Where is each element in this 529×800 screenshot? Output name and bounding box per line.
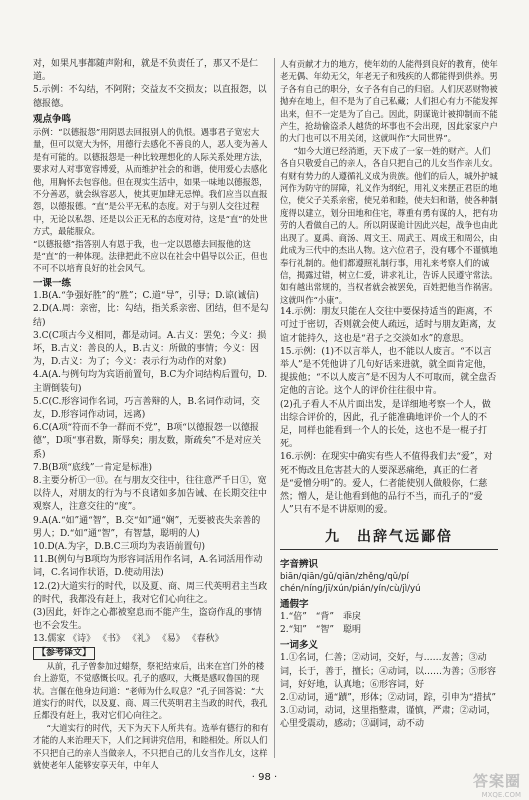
text-paragraph: 9.A(A.“如”通“智”，B.交“如”通“娴”，无要被丧失亲善的男人；D.“如”通“智”，有智慧，聪明的人)	[33, 515, 261, 539]
text-paragraph: 5.示例：不勾结，不阿附；交益友不交损友；以直报怨，以德报德。	[33, 85, 267, 109]
section-heading: 通假字	[280, 598, 309, 610]
lesson-title-text: 九 出辞气远鄙倍	[325, 529, 453, 546]
text-paragraph: 2.D(A.周：亲密，比：勾结，指关系亲密、团结，但不是勾结)	[33, 304, 269, 328]
watermark-url: MXQE.COM	[481, 791, 521, 799]
right-column	[280, 58, 498, 732]
text-paragraph: 8.主要分析①一⑪。在与朋友交往中，往往意严千日①，宽以待人，对朋友的行为与不良诸如多加告诫、在长期交往中观察人，注意交往的“度”。	[33, 475, 268, 513]
text-paragraph: 2.①动词，通“蹟”，形体；②动词，踪，引申为“措拭”	[280, 693, 496, 704]
section-heading: 一课一练	[33, 277, 72, 289]
text-paragraph: 从前，孔子曾参加过蜡祭，祭祀结束后，出来在宫门外的楼台上游览，不觉感慨长叹。孔子的感叹，大概是感叹鲁国的现状。言偃在他身边问道：“老师为什么叹息？”孔子回答说：“大道实行的时代，以及夏、商、周三代英明君主当政的时代，我孔丘都没有赶上，我对它们心向往之。	[33, 660, 268, 721]
text-paragraph: 15.示例：(1)不以言举人，也不能以人废言。“不以言举人”是不凭他讲了几句好话来进就，就全面肯定他，提拔他；“不以人废言”是不因为人不可取而，就全盘否定他的言论。这个人的评价往往很中肯。	[280, 346, 497, 397]
watermark-logo	[473, 770, 521, 799]
column-divider	[274, 58, 275, 758]
section-heading: 一词多义	[280, 640, 319, 652]
text-paragraph: 1.B(A.“争强好胜”的“胜”；C.道“导”，引导；D.谅(诚信)	[33, 291, 259, 302]
text-paragraph: 11.B(例句与B项均为形容词活用作名词，A.名词活用作动词，C.名词作状语，D.使动用法)	[33, 555, 263, 579]
title-rule	[280, 549, 498, 550]
text-paragraph: “如今大道已经消逝，天下成了一家一姓的财产。人们各自只敬爱自己的亲人，各自只把自己的儿女当作亲儿女。有财有势力的人遵循礼义成为贵族。他们的后人，城外护城河作为防守的屏障，礼义作为纲纪，用礼义来摆正君臣的地位，使父子关系亲密，使兄弟和睦，使夫妇和谐，使各种制度得以建立，划分田地和住宅，尊重有勇有谋的人，把有功劳的人看做自己的人。所以阴谋诡计因此兴起，战争也由此出现了。夏禹、商汤、周文王、周武王、周成王和周公，由此成为三代中的杰出人物。这六位君子，没有哪个不谨慎地奉行礼制的。他们都遵照礼制行事，用礼来考察人们的诚信，揭露过错，树立仁爱，讲求礼让，告诉人民遵守常法。如有越出常规的，当权者就会被罢免，百姓把他当作祸害。这就叫作“小康”。	[280, 145, 498, 305]
section-heading: 观点争鸣	[33, 113, 72, 125]
text-paragraph: 7.B(B项“底线”一肯定是标准)	[33, 462, 153, 473]
text-paragraph: “大道实行的时代，天下为天下人所共有。选举有德行的和有才能的人来治理天下，人们之间讲究信用，和睦相处。所以人们不只把自己的亲人当做亲人，不只把自己的儿女当作儿女，这样就使老年人能够安享天年，中年人	[33, 722, 269, 771]
lesson-title	[280, 531, 498, 549]
text-paragraph: (3)因此，奸诈之心都被窒息而不能产生，盗窃作乱的事情也不会发生。	[33, 607, 262, 632]
section-heading: 字音辨识	[280, 558, 319, 570]
text-paragraph: 3.①动词，动词，这里指整肃，谨慎，严肃；②动词，心里受震动，感动；③副词，动不动	[280, 706, 496, 730]
text-paragraph: 1.“倍” “背” 乖戾	[280, 611, 361, 622]
text-paragraph: 3.C(C项古今义相同，都是动词。A.古义：罢免；今义：损坏，B.古义：善良的人，B.古义：所做的事情；今义：因为，D.古义：为了；今义：表示行为动作的对象)	[33, 330, 267, 368]
text-paragraph: 10.D(A.为字，D.B.C三项均为表语前置句)	[33, 541, 206, 552]
pinyin-line: biān/qiān/gǔ/qiān/zhěng/qǔ/pí chén/níng/jī/xún/pián/yín/cù/jì/yú	[280, 571, 421, 595]
reference-translation-label: 【参考译文】	[33, 647, 95, 660]
text-paragraph: 14.示例：朋友只能在人交往中要保持适当的距离，不可过于密切，否则就会使人疏远，适时与朋友距离，友谊才能持久，这也是“君子之交淡如水”的意思。	[280, 307, 497, 344]
text-paragraph: “以德报德”指答别人有恩于我，也一定以恩德去回报他的这是“直”的一种体现。法律把此不应以在社会中倡导以公正，但也不可不以培育良好的社会风气。	[33, 238, 268, 274]
left-column	[33, 58, 269, 771]
text-paragraph: (2)孔子看人不从片面出发，是详细地考察一个人，做出综合评价的，因此，孔子能准确地评价一个人的不足，同样也能看到一个人的长处，这也不是一棍子打死。	[280, 399, 491, 450]
text-paragraph: 16.示例：在现实中确实有些人不值得我们去“爱”，对死不悔改且危害甚大的人要深恶痛绝，真正的仁者是“爱憎分明”的。爱人，仁者能使别人做般你，仁慈然；憎人，是让他看到他的品行不当，而孔子的“爱人”只有不是不讲原则的爱。	[280, 452, 493, 516]
text-paragraph: 4.A(A.与例句均为宾语前置句，B.C为介词结构后置句，D.主谓倒装句)	[33, 370, 268, 394]
text-paragraph: 示例：“以德报怨”用阴恩去回报别人的仇恨。遇事君子宽宏大量，但可以宽大为怀，用德行去感化不善良的人，恶人变为善人是有可能的。以德报怨是一种比较理想化的人际关系处理方法，要求对人对事宽容博爱，从而维护社会的和谐，使用爱心去感化他，用胸怀去包容他。但在现实生活中，如果一味地以德报怨，不分善恶，就会纵容恶人，使其更加肆无忌惮。我们应当以直报怨，以德报德。“直”是公平无私的态度。对于与别人交往过程中，无论以私怨、还是以公正无私的态度对待，这是“直”的处世方式，最能服众。	[33, 127, 268, 237]
text-paragraph: 5.C(C.形容词作名词，巧言善辩的人，B.名词作动词，交友，D.形容词作动词，远离)	[33, 396, 260, 420]
text-paragraph: 1.①名词，仁善；②动词，交好，与……友善；③动词，长于，善于，擅长；④动词，以……为善；⑤形容词，好好地，认真地；⑥形容词，好	[280, 653, 497, 690]
reference-label-row	[33, 647, 269, 660]
text-paragraph: 12.(2)大道实行的时代，以及夏、商、周三代英明君主当政的时代，我都没有赶上，我对它们心向往之。	[33, 581, 268, 605]
page-number: · 98 ·	[251, 772, 278, 783]
text-paragraph: 2.“知” “智” 聪明	[280, 625, 361, 635]
watermark-text: 答案圈	[472, 772, 521, 790]
text-paragraph: 人有贡献才力的地方，使年幼的人能得到良好的教育，使年老无偶、年幼无父，年老无子和残疾的人都能得到供养。男子各有自己的职分，女子各有自己的归宿。人们厌恶财物被抛弃在地上，但不是为了自己私藏；人们担心有力不能发挥出来，但不一定是为了自己。因此，阴谋诡计被抑制而不能产生，抢劫偷盗杀人越货的坏事也不会出现，因此家家户户的大门也可以不用关闭，这就叫作“大同世界”。	[280, 59, 498, 144]
text-paragraph: 6.C(A项“符而不争一群而不党”，B项“以德报怨一以德报德”，D项“事君数，斯辱矣；朋友数，斯疏矣”不是对应关系)	[33, 423, 262, 460]
text-paragraph: 13.儒家 《诗》 《书》 《礼》 《易》 《春秋》	[33, 634, 224, 645]
text-paragraph: 对，如果凡事都随声附和，就是不负责任了，那又不是仁道。	[33, 59, 259, 83]
